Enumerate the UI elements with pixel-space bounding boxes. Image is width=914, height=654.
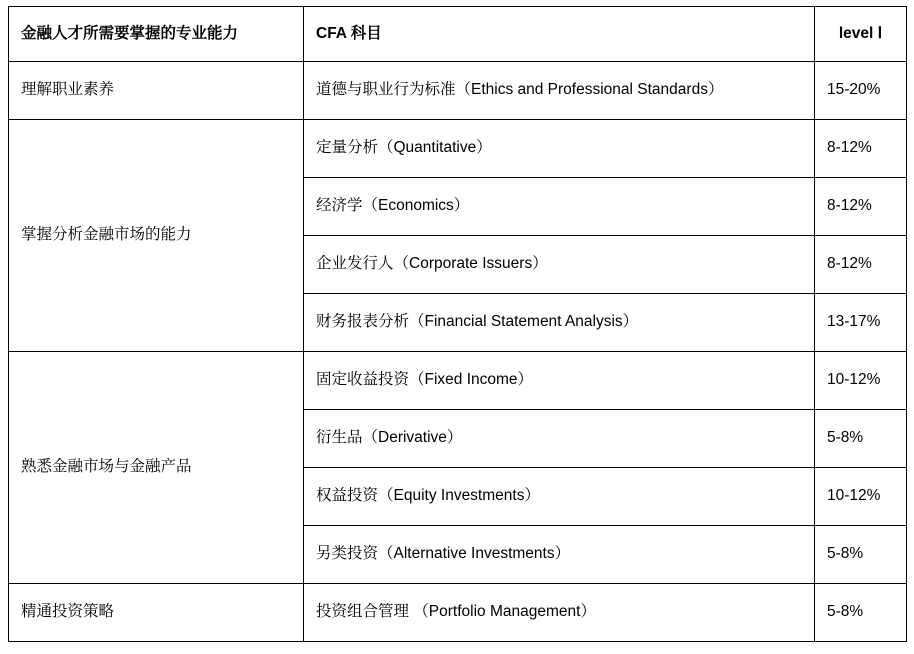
table-row: [9, 352, 907, 410]
subject-cell: 衍生品（Derivative）: [304, 410, 815, 468]
table-header: [9, 7, 907, 62]
column-header-level: level Ⅰ: [815, 7, 907, 62]
subject-cell: 定量分析（Quantitative）: [304, 120, 815, 178]
table-header-row: [9, 7, 907, 62]
subject-cell: 企业发行人（Corporate Issuers）: [304, 236, 815, 294]
competency-cell: 掌握分析金融市场的能力: [9, 120, 304, 352]
column-header-subject: CFA 科目: [304, 7, 815, 62]
column-header-competency: 金融人才所需要掌握的专业能力: [9, 7, 304, 62]
weight-cell: 5-8%: [815, 410, 907, 468]
weight-cell: 8-12%: [815, 120, 907, 178]
competency-cell: 理解职业素养: [9, 62, 304, 120]
weight-cell: 10-12%: [815, 468, 907, 526]
subject-cell: 道德与职业行为标准（Ethics and Professional Standards）: [304, 62, 815, 120]
subject-cell: 固定收益投资（Fixed Income）: [304, 352, 815, 410]
subject-cell: 经济学（Economics）: [304, 178, 815, 236]
competency-cell: 熟悉金融市场与金融产品: [9, 352, 304, 584]
weight-cell: 13-17%: [815, 294, 907, 352]
weight-cell: 15-20%: [815, 62, 907, 120]
subject-cell: 另类投资（Alternative Investments）: [304, 526, 815, 584]
weight-cell: 10-12%: [815, 352, 907, 410]
weight-cell: 8-12%: [815, 236, 907, 294]
weight-cell: 8-12%: [815, 178, 907, 236]
table-body: [9, 62, 907, 642]
subject-cell: 投资组合管理 （Portfolio Management）: [304, 584, 815, 642]
weight-cell: 5-8%: [815, 584, 907, 642]
table-row: [9, 62, 907, 120]
weight-cell: 5-8%: [815, 526, 907, 584]
table-row: [9, 120, 907, 178]
subject-cell: 财务报表分析（Financial Statement Analysis）: [304, 294, 815, 352]
competency-cell: 精通投资策略: [9, 584, 304, 642]
table-row: [9, 584, 907, 642]
subject-cell: 权益投资（Equity Investments）: [304, 468, 815, 526]
cfa-curriculum-table: [8, 6, 907, 642]
